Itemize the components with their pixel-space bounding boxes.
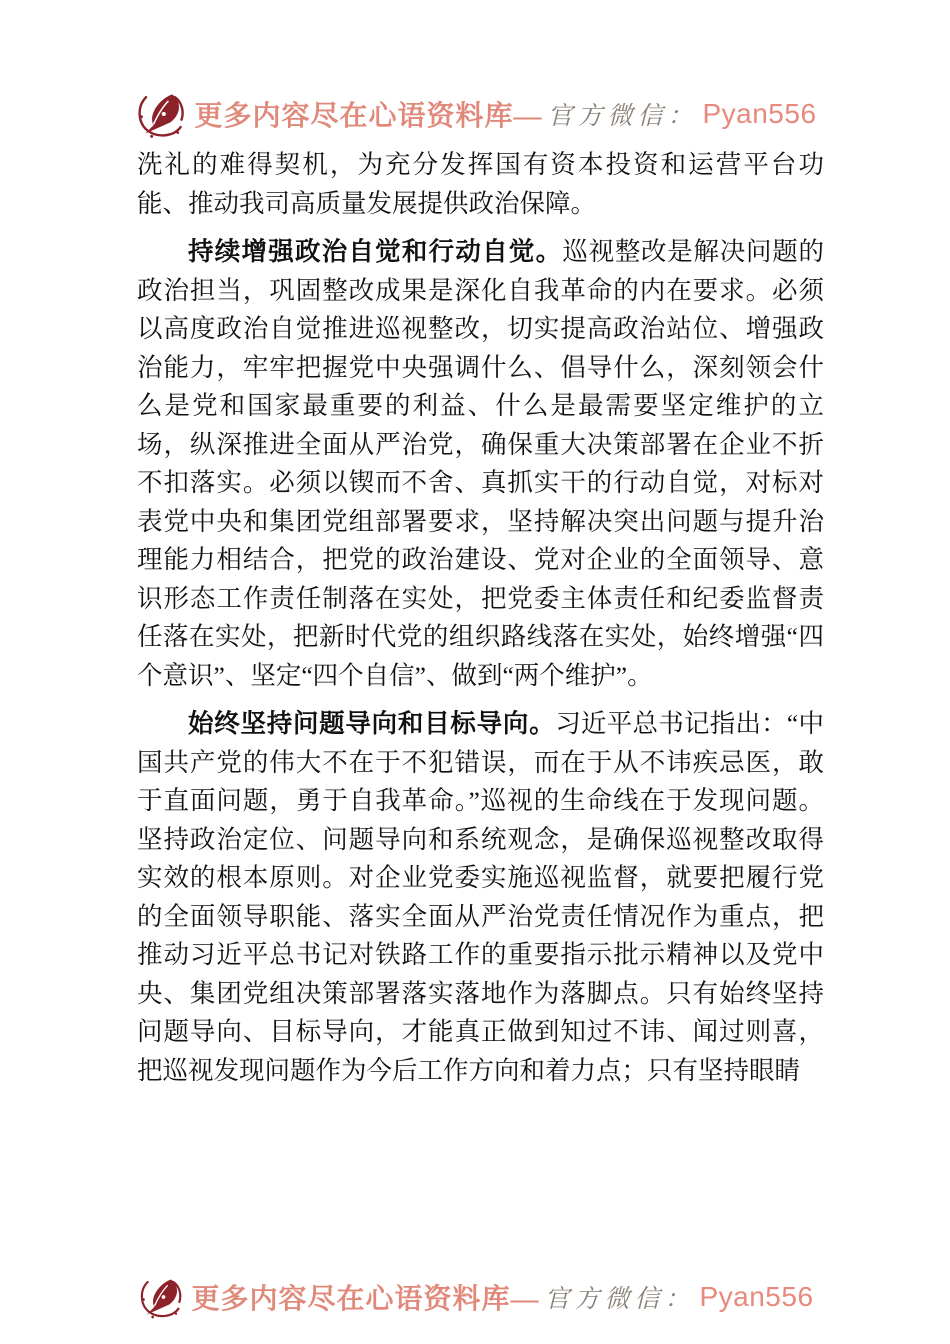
watermark-brand-text: 更多内容尽在心语资料库—: [191, 1284, 540, 1315]
paragraph: [137, 233, 824, 695]
header-watermark: [0, 86, 950, 142]
paragraph-lead: 始终坚持问题导向和目标导向。: [188, 710, 556, 738]
watermark-wechat-id: Pyan556: [699, 1281, 814, 1312]
footer-watermark: [0, 1272, 950, 1322]
watermark-wechat-id: Pyan556: [702, 98, 817, 129]
document-body: [137, 146, 824, 1100]
pen-nib-circle-icon: [133, 86, 189, 142]
paragraph: [137, 705, 824, 1090]
pen-nib-circle-icon: [136, 1272, 186, 1322]
paragraph-lead: 持续增强政治自觉和行动自觉。: [188, 238, 563, 266]
watermark-wechat-label: 官方微信：: [544, 1284, 695, 1313]
watermark-wechat-label: 官方微信：: [547, 101, 698, 130]
paragraph: [137, 146, 824, 223]
paragraph-text: 习近平总书记指出：“中国共产党的伟大不在于不犯错误，而在于从不讳疾忌医，敢于直面问题，勇于自我革命。”巡视的生命线在于发现问题。坚持政治定位、问题导向和系统观念，是确保巡视整改取得实效的根本原则。对企业党委实施巡视监督，就要把履行党的全面领导职能、落实全面从严治党责任情况作为重点，把推动习近平总书记对铁路工作的重要指示批示精神以及党中央、集团党组决策部署落实落地作为落脚点。只有始终坚持问题导向、目标导向，才能真正做到知过不讳、闻过则喜，把巡视发现问题作为今后工作方向和着力点；只有坚持眼睛: [137, 709, 824, 1085]
watermark-brand-text: 更多内容尽在心语资料库—: [194, 101, 543, 132]
paragraph-text: 巡视整改是解决问题的政治担当，巩固整改成果是深化自我革命的内在要求。必须以高度政治自觉推进巡视整改，切实提高政治站位、增强政治能力，牢牢把握党中央强调什么、倡导什么，深刻领会什么是党和国家最重要的利益、什么是最需要坚定维护的立场，纵深推进全面从严治党，确保重大决策部署在企业不折不扣落实。必须以锲而不舍、真抓实干的行动自觉，对标对表党中央和集团党组部署要求，坚持解决突出问题与提升治理能力相结合，把党的政治建设、党对企业的全面领导、意识形态工作责任制落在实处，把党委主体责任和纪委监督责任落在实处，把新时代党的组织路线落在实处，始终增强“四个意识”、坚定“四个自信”、做到“两个维护”。: [137, 237, 824, 690]
paragraph-text: 洗礼的难得契机，为充分发挥国有资本投资和运营平台功能、推动我司高质量发展提供政治保障。: [137, 150, 824, 218]
paragraph-list: [137, 146, 824, 1090]
